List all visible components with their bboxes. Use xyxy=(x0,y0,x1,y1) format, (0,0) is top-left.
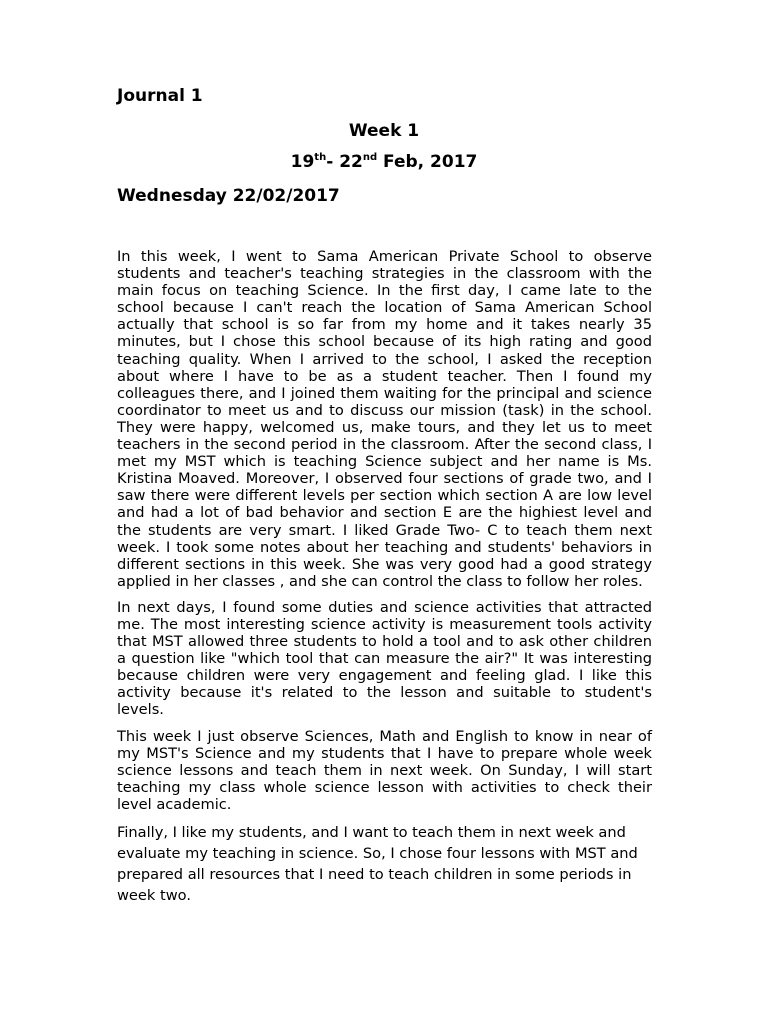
paragraph-science-activity: In next days, I found some duties and science activities that attracted me. The most interesting science activity is measurement tools activity that MST allowed three students to hold a tool and to ask other children a question like "which tool that can measure the air?" It was interesting because children were very engagement and feeling glad. I like this activity because it's related to the lesson and suitable to student's levels. xyxy=(117,598,652,719)
date-range-separator: - xyxy=(326,152,340,172)
date-range xyxy=(0,152,768,172)
date-range-end-day: 22 xyxy=(339,152,363,172)
date-range-end-suffix: nd xyxy=(362,152,378,163)
paragraph-observation: This week I just observe Sciences, Math and English to know in near of my MST's Science and my students that I have to prepare whole week science lessons and teach them in next week. On Sunday, I will start teaching my class whole science lesson with activities to check their level academic. xyxy=(117,727,652,813)
date-range-start-day: 19 xyxy=(290,152,315,172)
journal-title: Journal 1 xyxy=(117,86,203,106)
paragraph-conclusion: Finally, I like my students, and I want to teach them in next week and evaluate my teaching in science. So, I chose four lessons with MST and prepared all resources that I need to teach children in some periods in week two. xyxy=(117,824,638,904)
day-heading: Wednesday 22/02/2017 xyxy=(117,186,340,206)
date-range-start-suffix: th xyxy=(314,152,327,163)
journal-body xyxy=(117,248,652,906)
date-range-month-year: Feb, 2017 xyxy=(377,152,478,172)
week-title: Week 1 xyxy=(348,121,420,141)
paragraph-first-day: In this week, I went to Sama American Private School to observe students and teacher's teaching strategies in the classroom with the main focus on teaching Science. In the first day, I came late to the school because I can't reach the location of Sama American School actually that school is so far from my home and it takes nearly 35 minutes, but I chose this school because of its high rating and good teaching quality. When I arrived to the school, I asked the reception about where I have to be as a student teacher. Then I found my colleagues there, and I joined them waiting for the principal and science coordinator to meet us and to discuss our mission (task) in the school. They were happy, welcomed us, make tours, and they let us to meet teachers in the second period in the classroom. After the second class, I met my MST which is teaching Science subject and her name is Ms. Kristina Moaved. Moreover, I observed four sections of grade two, and I saw there were different levels per section which section A are low level and had a lot of bad behavior and section E are the highiest level and the students are very smart. I liked Grade Two- C to teach them next week. I took some notes about her teaching and students' behaviors in different sections in this week. She was very good had a good strategy applied in her classes , and she can control the class to follow her roles. xyxy=(117,248,652,590)
